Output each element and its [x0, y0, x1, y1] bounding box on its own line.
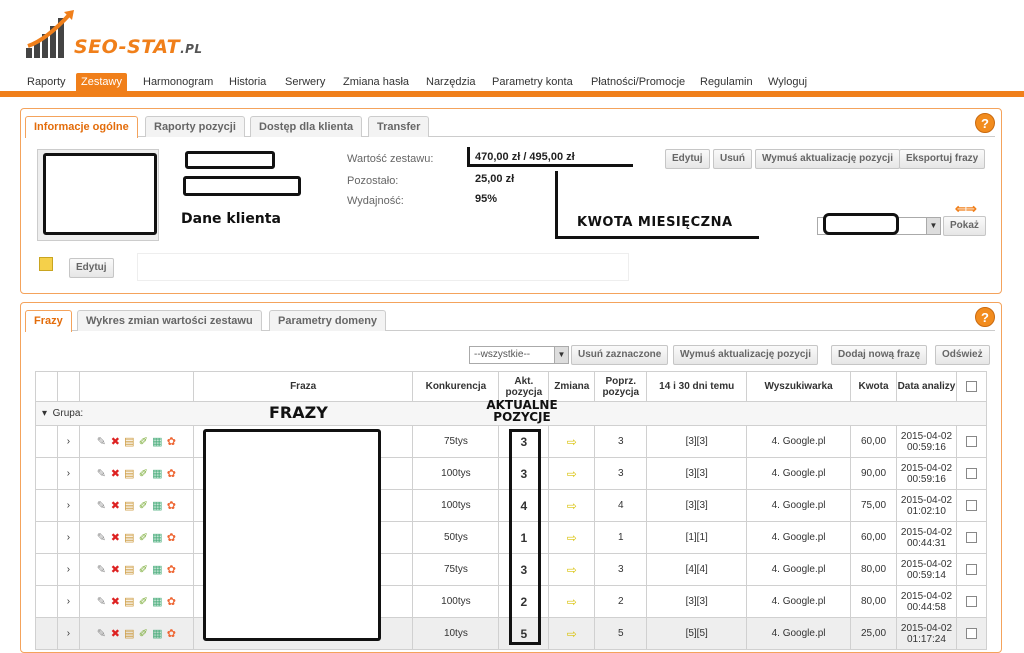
annotation-positions: AKTUALNE POZYCJE [486, 398, 558, 424]
expand-icon[interactable]: › [66, 436, 71, 447]
chart-icon[interactable]: ▦ [152, 467, 163, 480]
pie-icon[interactable]: ✿ [166, 531, 176, 544]
nav-underline [0, 91, 1024, 97]
nav-platnosci[interactable]: Płatności/Promocje [591, 76, 686, 88]
search-engine-cell: 4. Google.pl [747, 618, 851, 650]
header-history[interactable]: 14 i 30 dni temu [647, 372, 747, 402]
chevron-down-icon: ▼ [926, 218, 940, 234]
prev-next-arrows-icon[interactable]: ⇐⇒ [955, 201, 977, 216]
annotation-monthly: KWOTA MIESIĘCZNA [577, 215, 733, 230]
nav-regulamin[interactable]: Regulamin [700, 76, 753, 88]
pencil-icon[interactable]: ✐ [138, 627, 148, 640]
tab-raporty-pozycji[interactable]: Raporty pozycji [145, 116, 245, 137]
header-konkurencja[interactable]: Konkurencja [413, 372, 499, 402]
akt-pozycja-cell: 3 [499, 554, 549, 586]
delete-icon[interactable]: ✖ [110, 563, 120, 576]
expand-icon[interactable]: › [66, 596, 71, 607]
phrases-panel [20, 302, 1002, 653]
expand-icon[interactable]: › [66, 628, 71, 639]
folder-icon[interactable]: ▤ [124, 595, 135, 608]
pozostalo-label: Pozostało: [347, 175, 399, 187]
nav-raporty[interactable]: Raporty [27, 76, 66, 88]
pie-icon[interactable]: ✿ [166, 467, 176, 480]
folder-icon[interactable]: ▤ [124, 563, 135, 576]
akt-pozycja-cell: 2 [499, 586, 549, 618]
nav-historia[interactable]: Historia [229, 76, 267, 88]
annotation-phrases: FRAZY [269, 403, 328, 422]
wrench-icon[interactable]: ✎ [96, 595, 106, 608]
wartosc-value: 470,00 zł / 495,00 zł [475, 151, 575, 163]
nav-harmonogram[interactable]: Harmonogram [143, 76, 214, 88]
tab-parametry-domeny[interactable]: Parametry domeny [269, 310, 386, 331]
poprz-pozycja-cell: 3 [595, 554, 647, 586]
date-cell: 2015-04-02 00:44:58 [897, 586, 957, 618]
history-cell[interactable]: [4][4] [647, 554, 747, 586]
note-icon[interactable] [39, 257, 53, 271]
akt-pozycja-cell: 4 [499, 490, 549, 522]
collapse-icon[interactable]: ▾ [42, 408, 48, 419]
search-engine-cell: 4. Google.pl [747, 490, 851, 522]
search-engine-cell: 4. Google.pl [747, 554, 851, 586]
wrench-icon[interactable]: ✎ [96, 435, 106, 448]
add-phrase-button[interactable]: Dodaj nową frazę [831, 345, 927, 365]
delete-icon[interactable]: ✖ [110, 467, 120, 480]
konkurencja-cell: 50tys [413, 522, 499, 554]
redacted-client-url [183, 176, 301, 196]
header-data-analizy[interactable]: Data analizy [897, 372, 957, 402]
chart-icon[interactable]: ▦ [152, 563, 163, 576]
help-icon[interactable]: ? [975, 307, 995, 327]
edit-note-button[interactable]: Edytuj [69, 258, 114, 278]
search-engine-cell: 4. Google.pl [747, 426, 851, 458]
arrow-right-icon: ⇨ [566, 498, 577, 513]
nav-zestawy[interactable]: Zestawy [76, 73, 127, 92]
pencil-icon[interactable]: ✐ [138, 595, 148, 608]
expand-icon[interactable]: › [66, 500, 71, 511]
poprz-pozycja-cell: 4 [595, 490, 647, 522]
wrench-icon[interactable]: ✎ [96, 467, 106, 480]
kwota-cell: 90,00 [851, 458, 897, 490]
refresh-button[interactable]: Odśwież [935, 345, 990, 365]
arrow-right-icon: ⇨ [566, 562, 577, 577]
akt-pozycja-cell: 5 [499, 618, 549, 650]
date-cell: 2015-04-02 00:59:14 [897, 554, 957, 586]
kwota-cell: 60,00 [851, 522, 897, 554]
header-poprz-pozycja[interactable]: Poprz. pozycja [595, 372, 647, 402]
pencil-icon[interactable]: ✐ [138, 435, 148, 448]
wydajnosc-label: Wydajność: [347, 195, 404, 207]
help-icon[interactable]: ? [975, 113, 995, 133]
main-nav [0, 70, 1024, 92]
export-phrases-button[interactable]: Eksportuj frazy [899, 149, 985, 169]
filter-select[interactable]: --wszystkie-- ▼ [469, 346, 569, 364]
kwota-cell: 75,00 [851, 490, 897, 522]
kwota-cell: 80,00 [851, 586, 897, 618]
header-wyszukiwarka[interactable]: Wyszukiwarka [747, 372, 851, 402]
note-area [137, 253, 629, 281]
redacted-thumbnail [43, 153, 157, 235]
pie-icon[interactable]: ✿ [166, 627, 176, 640]
arrow-right-icon: ⇨ [566, 434, 577, 449]
select-all-checkbox[interactable] [966, 381, 977, 392]
history-cell[interactable]: [5][5] [647, 618, 747, 650]
redacted-client-name [185, 151, 275, 169]
logo-text: SEO-STAT.PL [74, 36, 203, 58]
arrow-right-icon: ⇨ [566, 594, 577, 609]
header-akt-pozycja[interactable]: Akt. pozycja [499, 372, 549, 402]
delete-icon[interactable]: ✖ [110, 595, 120, 608]
date-cell: 2015-04-02 01:17:24 [897, 618, 957, 650]
arrow-right-icon: ⇨ [566, 626, 577, 641]
history-cell[interactable]: [3][3] [647, 426, 747, 458]
search-engine-cell: 4. Google.pl [747, 458, 851, 490]
pie-icon[interactable]: ✿ [166, 435, 176, 448]
wrench-icon[interactable]: ✎ [96, 627, 106, 640]
search-engine-cell: 4. Google.pl [747, 522, 851, 554]
row-checkbox[interactable] [966, 436, 977, 447]
header-kwota[interactable]: Kwota [851, 372, 897, 402]
date-cell: 2015-04-02 01:02:10 [897, 490, 957, 522]
pencil-icon[interactable]: ✐ [138, 499, 148, 512]
wrench-icon[interactable]: ✎ [96, 563, 106, 576]
folder-icon[interactable]: ▤ [124, 531, 135, 544]
poprz-pozycja-cell: 1 [595, 522, 647, 554]
chart-icon[interactable]: ▦ [152, 435, 163, 448]
arrow-right-icon: ⇨ [566, 466, 577, 481]
nav-wyloguj[interactable]: Wyloguj [768, 76, 808, 88]
wrench-icon[interactable]: ✎ [96, 531, 106, 544]
general-info-panel [20, 108, 1002, 294]
redacted-select-value [823, 213, 899, 235]
force-update-positions-button[interactable]: Wymuś aktualizację pozycji [673, 345, 818, 365]
group-label: Grupa: [52, 408, 84, 419]
tab-informacje-ogolne[interactable]: Informacje ogólne [25, 116, 138, 138]
kwota-cell: 60,00 [851, 426, 897, 458]
pencil-icon[interactable]: ✐ [138, 563, 148, 576]
delete-icon[interactable]: ✖ [110, 499, 120, 512]
annotation-line [467, 164, 633, 167]
row-checkbox[interactable] [966, 500, 977, 511]
panel1-tabs [25, 113, 995, 137]
force-update-button[interactable]: Wymuś aktualizację pozycji [755, 149, 900, 169]
annotation-client-data: Dane klienta [181, 211, 281, 227]
date-cell: 2015-04-02 00:59:16 [897, 426, 957, 458]
nav-serwery[interactable]: Serwery [285, 76, 326, 88]
date-cell: 2015-04-02 00:44:31 [897, 522, 957, 554]
chart-icon[interactable]: ▦ [152, 531, 163, 544]
chart-icon[interactable]: ▦ [152, 595, 163, 608]
history-cell[interactable]: [3][3] [647, 586, 747, 618]
edit-button[interactable]: Edytuj [665, 149, 710, 169]
poprz-pozycja-cell: 5 [595, 618, 647, 650]
pencil-icon[interactable]: ✐ [138, 531, 148, 544]
kwota-cell: 80,00 [851, 554, 897, 586]
pencil-icon[interactable]: ✐ [138, 467, 148, 480]
delete-icon[interactable]: ✖ [110, 627, 120, 640]
folder-icon[interactable]: ▤ [124, 499, 135, 512]
logo[interactable] [22, 4, 222, 60]
expand-icon[interactable]: › [66, 564, 71, 575]
chart-icon[interactable]: ▦ [152, 627, 163, 640]
expand-icon[interactable]: › [66, 532, 71, 543]
tab-frazy[interactable]: Frazy [25, 310, 72, 332]
row-checkbox[interactable] [966, 564, 977, 575]
poprz-pozycja-cell: 2 [595, 586, 647, 618]
header-zmiana[interactable]: Zmiana [549, 372, 595, 402]
chart-icon[interactable]: ▦ [152, 499, 163, 512]
poprz-pozycja-cell: 3 [595, 458, 647, 490]
show-button[interactable]: Pokaż [943, 216, 986, 236]
folder-icon[interactable]: ▤ [124, 435, 135, 448]
pie-icon[interactable]: ✿ [166, 499, 176, 512]
search-engine-cell: 4. Google.pl [747, 586, 851, 618]
annotation-line [555, 236, 759, 239]
wydajnosc-value: 95% [475, 193, 498, 205]
logo-arrow-icon [26, 10, 76, 50]
nav-zmiana-hasla[interactable]: Zmiana hasła [343, 76, 410, 88]
konkurencja-cell: 100tys [413, 586, 499, 618]
wartosc-label: Wartość zestawu: [347, 153, 434, 165]
folder-icon[interactable]: ▤ [124, 467, 135, 480]
row-checkbox[interactable] [966, 628, 977, 639]
redacted-phrases [203, 429, 381, 641]
history-cell[interactable]: [3][3] [647, 490, 747, 522]
annotation-line [555, 171, 558, 239]
akt-pozycja-cell: 3 [499, 458, 549, 490]
arrow-right-icon: ⇨ [566, 530, 577, 545]
tab-dostep-dla-klienta[interactable]: Dostęp dla klienta [250, 116, 362, 137]
table-header [36, 372, 987, 402]
akt-pozycja-cell: 1 [499, 522, 549, 554]
history-cell[interactable]: [3][3] [647, 458, 747, 490]
history-cell[interactable]: [1][1] [647, 522, 747, 554]
kwota-cell: 25,00 [851, 618, 897, 650]
annotation-line [467, 147, 470, 165]
tab-transfer[interactable]: Transfer [368, 116, 429, 137]
konkurencja-cell: 100tys [413, 490, 499, 522]
nav-narzedzia[interactable]: Narzędzia [426, 76, 476, 88]
nav-parametry-konta[interactable]: Parametry konta [492, 76, 573, 88]
delete-icon[interactable]: ✖ [110, 435, 120, 448]
folder-icon[interactable]: ▤ [124, 627, 135, 640]
tab-wykres[interactable]: Wykres zmian wartości zestawu [77, 310, 262, 331]
row-checkbox[interactable] [966, 532, 977, 543]
chevron-down-icon: ▼ [554, 347, 568, 363]
poprz-pozycja-cell: 3 [595, 426, 647, 458]
delete-button[interactable]: Usuń [713, 149, 752, 169]
pie-icon[interactable]: ✿ [166, 563, 176, 576]
wrench-icon[interactable]: ✎ [96, 499, 106, 512]
header-fraza[interactable]: Fraza [193, 372, 413, 402]
konkurencja-cell: 75tys [413, 554, 499, 586]
konkurencja-cell: 75tys [413, 426, 499, 458]
akt-pozycja-cell: 3 [499, 426, 549, 458]
konkurencja-cell: 100tys [413, 458, 499, 490]
date-cell: 2015-04-02 00:59:16 [897, 458, 957, 490]
row-checkbox[interactable] [966, 468, 977, 479]
delete-icon[interactable]: ✖ [110, 531, 120, 544]
delete-selected-button[interactable]: Usuń zaznaczone [571, 345, 668, 365]
pie-icon[interactable]: ✿ [166, 595, 176, 608]
row-checkbox[interactable] [966, 596, 977, 607]
panel2-tabs [25, 307, 995, 331]
positions-highlight-box [509, 429, 541, 645]
expand-icon[interactable]: › [66, 468, 71, 479]
konkurencja-cell: 10tys [413, 618, 499, 650]
pozostalo-value: 25,00 zł [475, 173, 515, 185]
